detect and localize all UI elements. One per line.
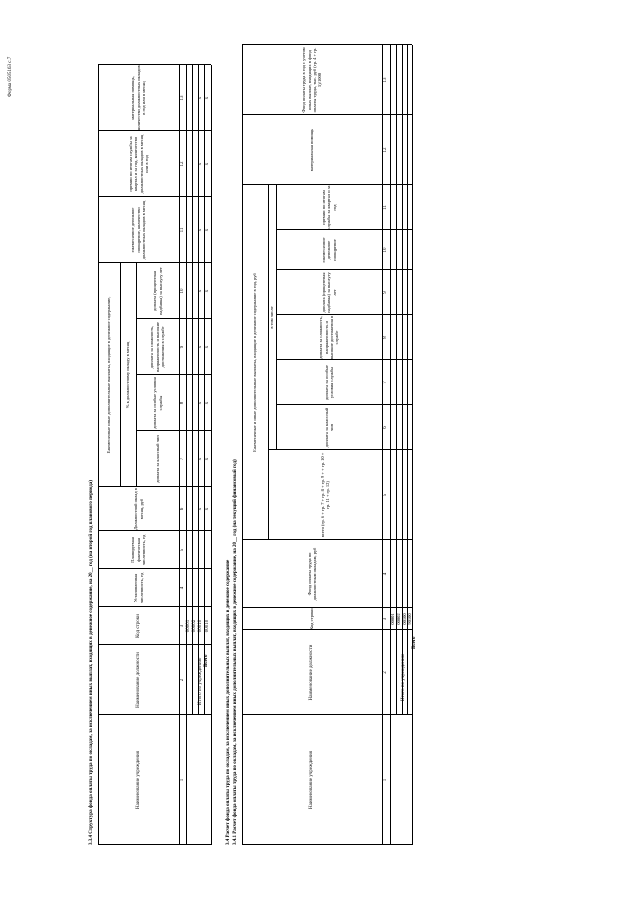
s2-header-group: Ежемесячные и иные дополнительные выплаты, входящие в денежное содержание в год, руб (252, 273, 258, 452)
s2-header-material-aid: материальная помощь (309, 128, 315, 172)
s1-header-class-rank: доплата за классный чин (154, 435, 160, 483)
s2-colnum: 3 (383, 617, 388, 621)
s1-header-group: Ежемесячные иные дополнительные выплаты, входящие в денежное содержание, (106, 296, 112, 454)
s2-colnum: 2 (383, 671, 388, 674)
s1-header-seniority: доплата (процентная надбавка) за выслугу лет (152, 267, 163, 315)
s1-x-mark: x (198, 507, 203, 511)
s1-header-material-aid: материальная помощь, количество должностных окладов в год или в месяц (130, 65, 147, 131)
s2-row-code: 00002 (396, 613, 402, 625)
s1-x-mark: x (198, 96, 203, 100)
s2-colnum: 1 (383, 778, 388, 782)
s1-header-premiums: премии по итогам службы за квартал и за год, количество должностных окладов в месяц или в год (127, 134, 149, 194)
s1-x-mark: x (198, 162, 203, 166)
s1-total-label: Всего (204, 654, 209, 667)
s1-colnum: 1 (179, 778, 185, 782)
s1-colnum: 10 (179, 288, 185, 294)
s2-header-monthly-bonus: ежемесячное денежное поощрение (320, 237, 337, 263)
s1-x-mark: x (198, 228, 203, 232)
s1-x-mark: x (204, 162, 210, 166)
s1-header-established-staff: Установленная численность, ед (133, 572, 144, 604)
s2-colnum: 10 (383, 247, 388, 253)
s1-x-mark: x (198, 345, 203, 349)
s1-colnum: 12 (179, 161, 185, 167)
s1-x-mark: x (198, 289, 203, 293)
s2-header-institution: Наименование учреждения (309, 751, 314, 810)
s2-colnum: 6 (383, 426, 388, 429)
s1-x-mark: x (204, 345, 210, 349)
s2-row-code: 00001 (390, 613, 396, 625)
s1-x-mark: x (204, 457, 210, 461)
s1-colnum: 7 (179, 457, 185, 461)
s1-colnum: 2 (179, 678, 185, 682)
s2-colnum: 11 (383, 205, 388, 210)
s1-colnum: 5 (179, 548, 185, 552)
section2-title: 3.4 Расчет фонда оплаты труда по окладам, за исключением иных дополнительных выплат, входящих в денежное содержание (226, 559, 231, 845)
s2-colnum: 4 (383, 572, 388, 576)
s1-x-mark: x (204, 401, 210, 405)
s1-header-institution: Наименование учреждения (135, 751, 141, 810)
s1-x-mark: x (198, 401, 203, 405)
s2-row-code: 00100 (401, 613, 407, 625)
s1-header-row-code: Код строки (135, 614, 141, 638)
s2-header-seniority: доплата (процентная надбавка) за выслугу лет (320, 272, 337, 313)
form-reference: Форма 0505163 с.7 (8, 56, 13, 97)
s1-header-special-conditions: доплата за особые условия службы (152, 377, 163, 429)
section2-table (242, 45, 417, 845)
s1-x-mark: x (198, 457, 203, 461)
s1-row-code: 00010 (204, 619, 210, 633)
s2-header-special-conditions: доплата за особые условия службы (323, 364, 334, 401)
s2-total-institution-label: Итого по учреждению (401, 653, 406, 701)
s1-colnum: 3 (179, 624, 185, 628)
s1-header-monthly-bonus: ежемесячное денежное поощрение, количество должностных окладов в месяц (130, 200, 147, 260)
s1-x-mark: x (204, 289, 210, 293)
s2-header-position: Наименование должности (309, 644, 314, 701)
s2-header-salary-fund: Фонд оплаты труда по должностным окладам, руб (306, 547, 317, 601)
s2-header-in-that: в том числе (269, 306, 275, 329)
s2-colnum: 5 (383, 493, 388, 497)
s2-header-annual-fund: Фонд оплаты труда в год с учетом иных выплат, входящих в фонд оплаты труда, тыс. руб (гр. 4 + гр. 5)/1000 (301, 47, 323, 113)
s2-header-class-rank: доплата за классный чин (323, 407, 334, 448)
section2-subtitle: 3.4.1 Расчет фонда оплаты труда по окладам, за исключением иных дополнительных выплат, входящих в денежное содержание, на 20__ год (на текущий финансовый год) (233, 459, 238, 845)
s1-row-code: 00010 (198, 619, 203, 633)
s1-colnum: 13 (179, 95, 185, 101)
s2-total-label: Всего (412, 636, 417, 649)
s2-header-row-code: Код строки (309, 608, 315, 630)
s1-colnum: 11 (179, 227, 185, 233)
s1-header-salary: Должностной оклад в месяц, руб (133, 488, 144, 530)
s1-colnum: 4 (179, 586, 185, 590)
s1-row-code: 00001 (186, 619, 191, 633)
s2-colnum: 9 (383, 291, 388, 294)
s1-colnum: 8 (179, 401, 185, 405)
s2-row-code: 90100 (406, 613, 412, 625)
s2-colnum: 13 (383, 77, 388, 83)
section1-title: 3.3.4 Структура фонда оплаты труда по окладам, за исключением иных выплат, входящих в денежное содержание, на 20__ год (на второй год планового периода) (89, 480, 94, 845)
s1-total-institution-label: Итого по учреждению (198, 657, 203, 705)
s2-colnum: 7 (383, 381, 388, 384)
s2-colnum: 8 (383, 336, 388, 339)
s2-colnum: 12 (383, 147, 388, 153)
s1-header-complexity: доплата за сложность, напряженность и высокие достижения в службе (149, 322, 166, 372)
section1-table (98, 65, 212, 845)
s1-colnum: 6 (179, 507, 185, 511)
s2-header-complexity: доплата за сложность, напряженность и высокие достижения в службе (318, 315, 340, 360)
s1-header-group-sub: % к должностному окладу в месяц (125, 341, 131, 409)
s1-x-mark: x (204, 96, 210, 100)
s1-row-code: 00002 (192, 619, 197, 633)
s1-colnum: 9 (179, 345, 185, 349)
s2-header-total-formula: всего (гр. 6 + гр. 7 + гр. 8 + гр. 9 + + гр. 10 + гр. 11 + гр. 12) (319, 452, 330, 538)
s1-header-position: Наименование должности (135, 652, 141, 708)
s2-header-premiums: премии по итогам службы за квартал и за год (320, 185, 337, 230)
s1-x-mark: x (204, 228, 210, 232)
s1-x-mark: x (204, 507, 210, 511)
s1-header-planned-staff: Планируемая фактическая численность, ед (130, 534, 147, 566)
